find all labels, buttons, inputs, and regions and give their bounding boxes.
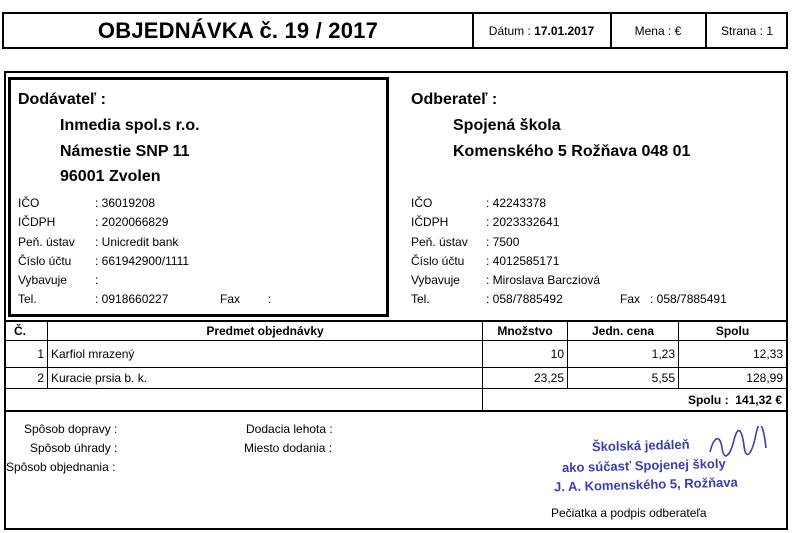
customer-icdph-value: : 2023332641 [486,215,560,229]
customer-account-value: : 4012585171 [486,254,560,268]
supplier-contact-value: : [95,273,99,287]
row-no: 1 [37,347,44,361]
ordering-method: Spôsob objednania : [6,460,116,474]
supplier-icdph-label: IČDPH [18,215,56,229]
customer-tel-label: Tel. [411,292,430,306]
row-item: Karfiol mrazený [51,347,135,361]
supplier-fax-value: : [268,292,272,306]
supplier-fax-label: Fax [220,292,241,306]
supplier-ico-label: IČO [18,196,40,210]
supplier-street: Námestie SNP 11 [60,143,190,160]
row-price: 5,55 [651,371,675,385]
order-header [2,12,788,49]
delivery-term: Dodacia lehota : [246,422,333,436]
supplier-account-value: : 661942900/1111 [95,254,190,268]
customer-fax-value: : 058/7885491 [650,292,727,306]
supplier-name: Inmedia spol.s r.o. [60,117,200,134]
grand-total [484,390,782,410]
col-header-price: Jedn. cena [591,324,655,338]
stamp-line-1: Školská jedáleň [591,436,690,455]
customer-bank-value: : 7500 [486,235,520,249]
transport-method: Spôsob dopravy : [24,422,118,436]
customer-fax-label: Fax [620,292,641,306]
grand-total-label: Spolu : [687,393,729,407]
customer-contact-label: Vybavuje [411,273,460,287]
row-qty: 10 [550,347,564,361]
row-total: 128,99 [746,371,783,385]
delivery-place: Miesto dodania : [244,441,333,455]
payment-method: Spôsob úhrady : [30,441,118,455]
order-title: OBJEDNÁVKA č. 19 / 2017 [97,17,379,43]
row-no: 2 [37,371,44,385]
signature-scribble [706,426,770,460]
currency-field: Mena : € [634,23,682,38]
customer-account-label: Číslo účtu [411,254,465,268]
signature-label: Pečiatka a podpis odberateľa [551,506,707,520]
items-table [4,320,788,412]
supplier-tel-label: Tel. [18,292,37,306]
customer-tel-value: : 058/7885492 [486,292,563,306]
customer-bank-label: Peň. ústav [411,235,468,249]
supplier-contact-label: Vybavuje [18,273,67,287]
customer-name: Spojená škola [453,117,561,134]
footer-section [4,410,788,530]
customer-heading: Odberateľ : [411,91,498,108]
page-field: Strana : 1 [720,23,774,38]
col-header-qty: Množstvo [497,324,553,338]
row-price: 1,23 [651,347,675,361]
customer-icdph-label: IČDPH [411,215,449,229]
date-field [474,14,609,47]
row-qty: 23,25 [533,371,564,385]
supplier-tel-value: : 0918660227 [95,292,169,306]
customer-ico-label: IČO [411,196,433,210]
col-header-item: Predmet objednávky [206,324,324,338]
supplier-ico-value: : 36019208 [95,196,156,210]
row-item: Kuracie prsia b. k. [51,371,148,385]
customer-address: Komenského 5 Rožňava 048 01 [453,143,691,160]
supplier-bank-value: : Unicredit bank [95,235,179,249]
stamp-line-3: J. A. Komenského 5, Rožňava [553,474,738,495]
customer-ico-value: : 42243378 [486,196,547,210]
supplier-heading: Dodávateľ : [18,91,106,108]
supplier-account-label: Číslo účtu [18,254,72,268]
stamp-line-2: ako súčasť Spojenej školy [561,455,726,476]
row-total: 12,33 [752,347,783,361]
supplier-icdph-value: : 2020066829 [95,215,169,229]
grand-total-value: 141,32 € [735,393,782,407]
supplier-bank-label: Peň. ústav [18,235,75,249]
supplier-city: 96001 Zvolen [60,168,161,185]
customer-contact-value: : Miroslava Barcziová [486,273,601,287]
date-label: Dátum : [488,23,531,38]
col-header-total: Spolu [715,324,750,338]
col-header-no: Č. [14,324,26,338]
date-value: 17.01.2017 [534,23,595,38]
